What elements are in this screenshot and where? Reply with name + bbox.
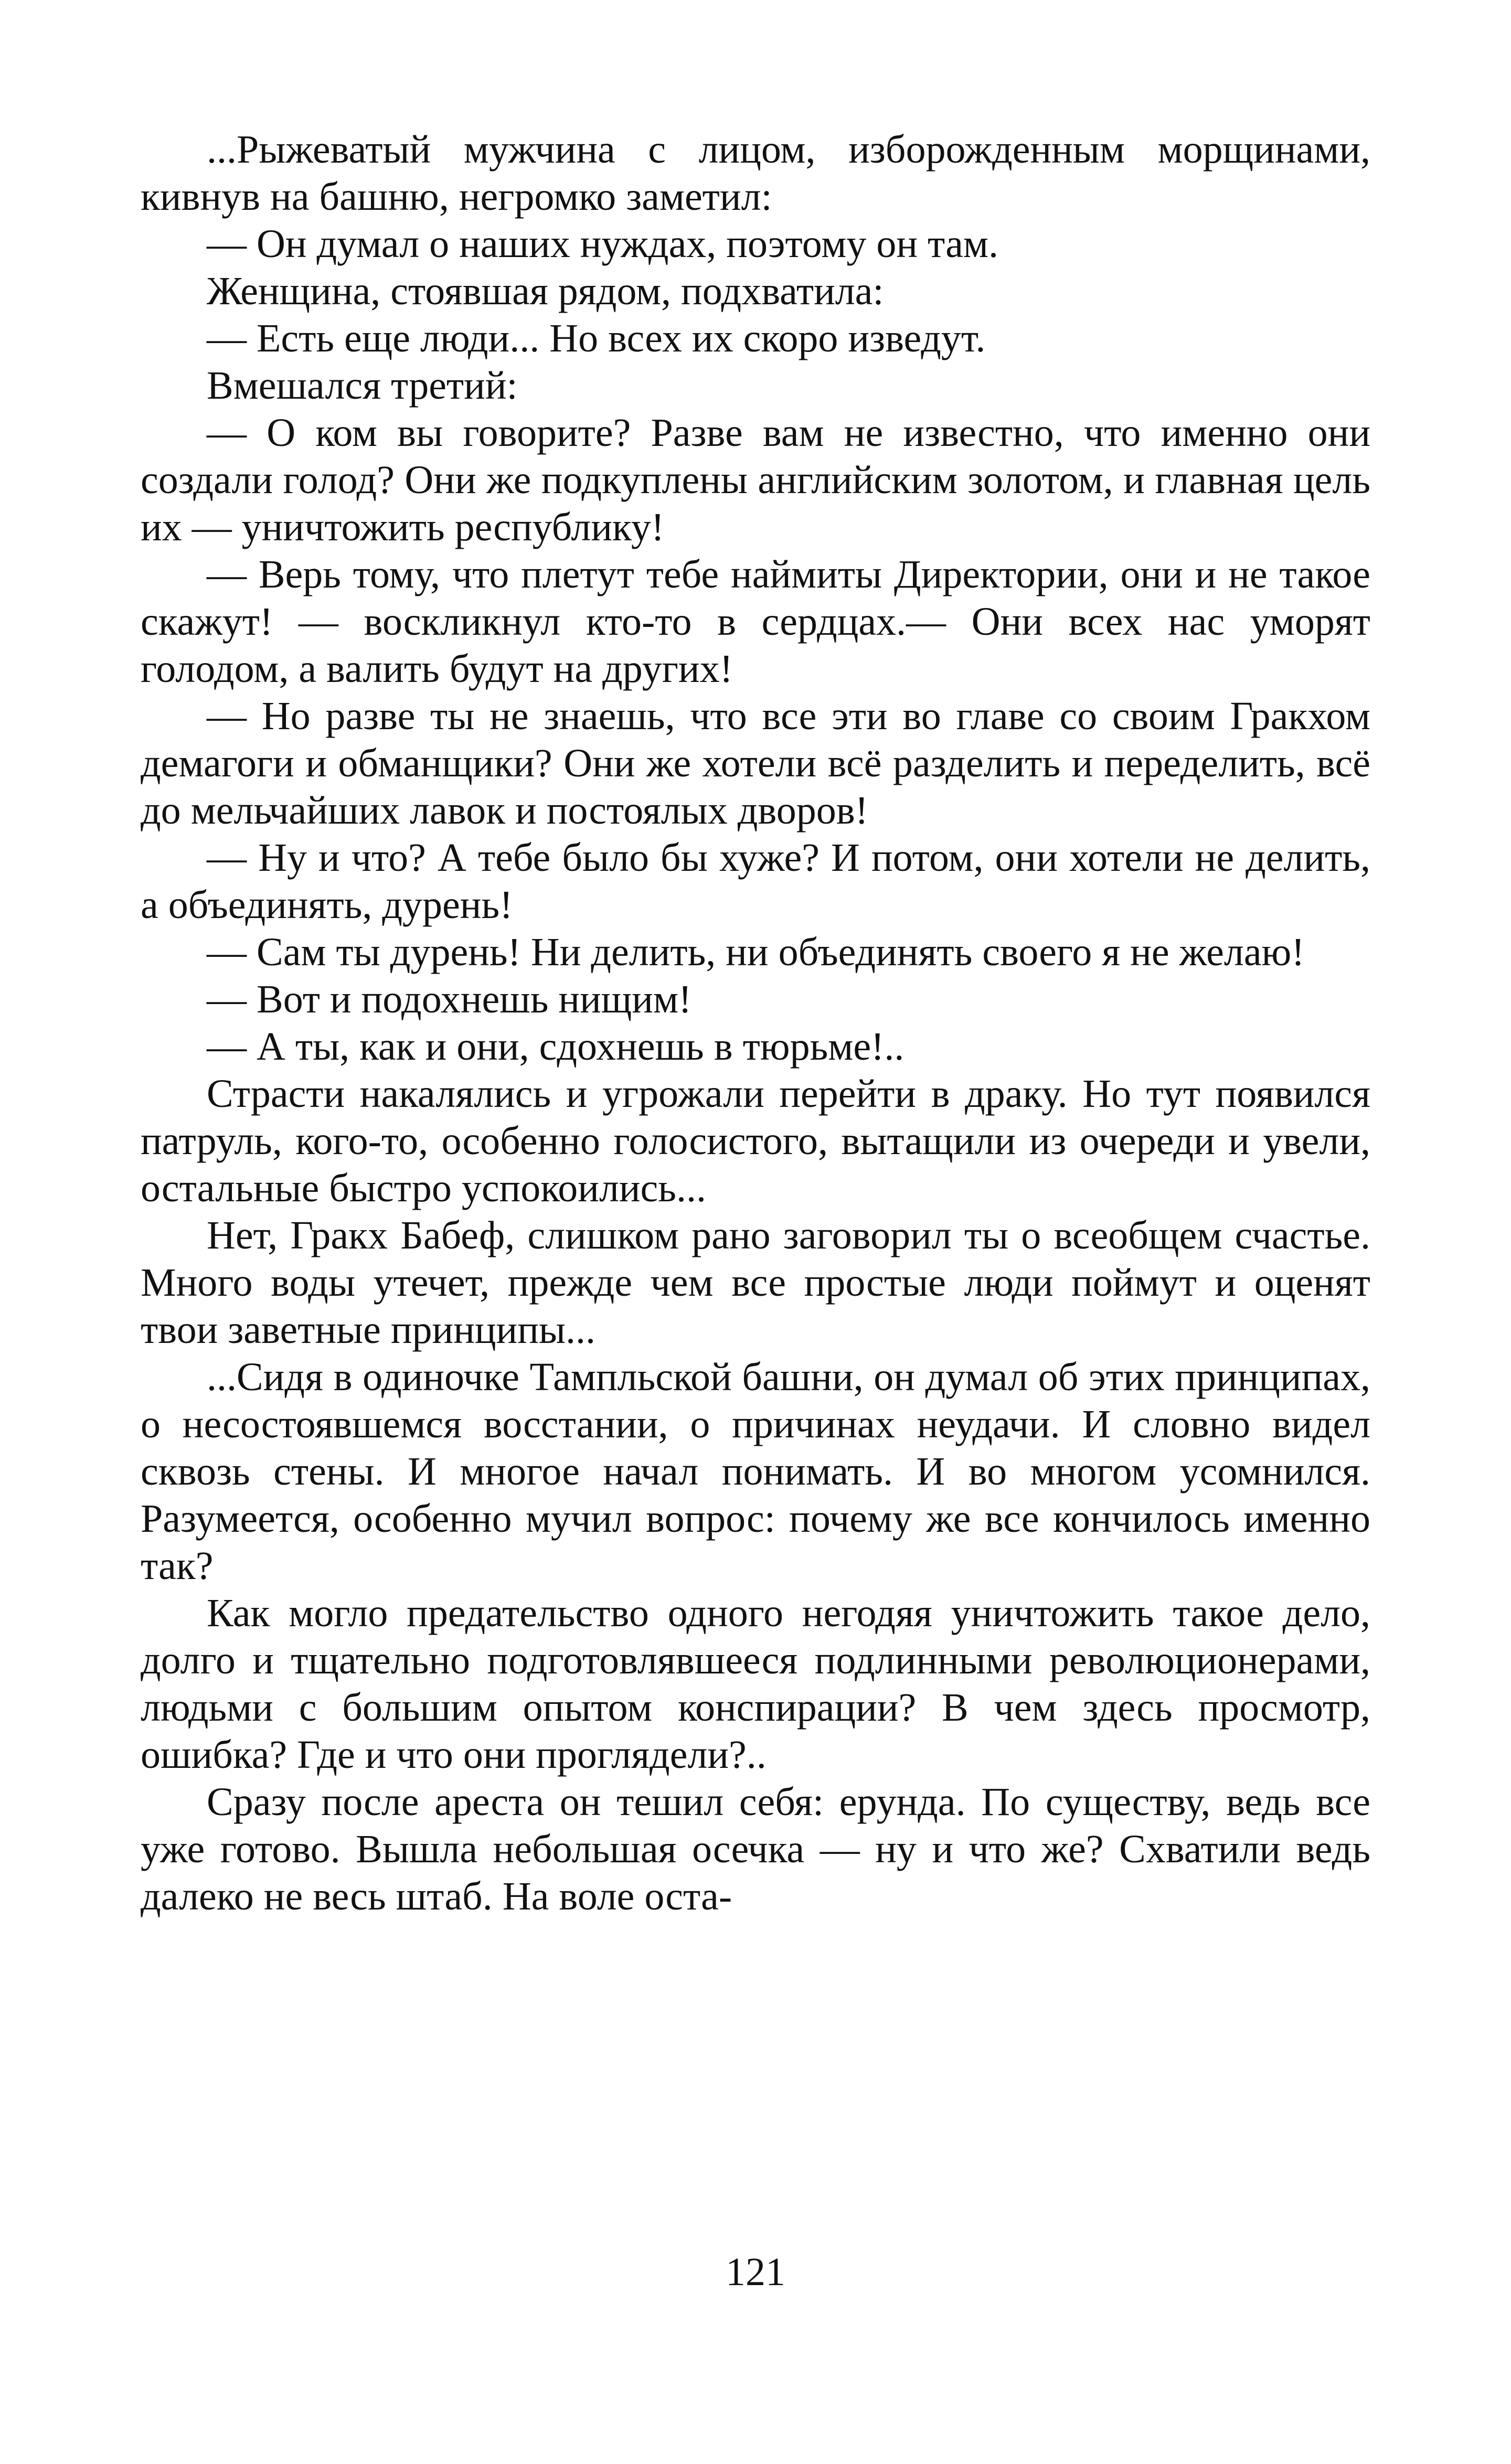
- paragraph: — Верь тому, что плетут тебе наймиты Директории, они и не такое скажут! — воскликнул кто-то в сердцах.— Они всех нас уморят голодом, а валить будут на других!: [141, 552, 1370, 691]
- paragraph: Женщина, стоявшая рядом, подхватила:: [207, 269, 884, 313]
- page-number: 121: [726, 2250, 785, 2294]
- paragraph: — Есть еще люди... Но всех их скоро изведут.: [207, 316, 986, 360]
- paragraph: Как могло предательство одного негодяя уничтожить такое дело, долго и тщательно подготовлявшееся подлинными революционерами, людьми с большим опытом конспирации? В чем здесь просмотр, ошибка? Где и что они проглядели?..: [141, 1591, 1370, 1777]
- paragraph: Нет, Гракх Бабеф, слишком рано заговорил ты о всеобщем счастье. Много воды утечет, прежде чем все простые люди поймут и оценят твои заветные принципы...: [141, 1213, 1370, 1352]
- paragraph: — Ну и что? А тебе было бы хуже? И потом, они хотели не делить, а объединять, дурень!: [141, 836, 1370, 927]
- paragraph: ...Сидя в одиночке Тампльской башни, он думал об этих принципах, о несостоявшемся восстании, о причинах неудачи. И словно видел сквозь стены. И многое начал понимать. И во многом усомнился. Разумеется, особенно мучил вопрос: почему же все кончилось именно так?: [141, 1355, 1370, 1588]
- paragraph: — А ты, как и они, сдохнешь в тюрьме!..: [207, 1025, 905, 1069]
- paragraph: — О ком вы говорите? Разве вам не известно, что именно они создали голод? Они же подкуплены английским золотом, и главная цель их — уничтожить республику!: [141, 411, 1370, 549]
- body-text: [141, 126, 1370, 1920]
- paragraph: ...Рыжеватый мужчина с лицом, изборожденным морщинами, кивнув на башню, негромко заметил:: [141, 127, 1370, 219]
- paragraph: Сразу после ареста он тешил себя: ерунда. По существу, ведь все уже готово. Вышла небольшая осечка — ну и что же? Схватили ведь далеко не весь штаб. На воле оста-: [141, 1780, 1370, 1918]
- paragraph: — Но разве ты не знаешь, что все эти во главе со своим Гракхом демагоги и обманщики? Они же хотели всё разделить и переделить, всё до мельчайших лавок и постоялых дворов!: [141, 694, 1370, 833]
- paragraph: Вмешался третий:: [207, 364, 518, 408]
- paragraph: — Сам ты дурень! Ни делить, ни объединять своего я не желаю!: [207, 930, 1305, 974]
- paragraph: — Он думал о наших нуждах, поэтому он там.: [207, 222, 999, 266]
- paragraph: — Вот и подохнешь нищим!: [207, 977, 692, 1021]
- paragraph: Страсти накалялись и угрожали перейти в драку. Но тут появился патруль, кого-то, особенно голосистого, вытащили из очереди и увели, остальные быстро успокоились...: [141, 1072, 1370, 1210]
